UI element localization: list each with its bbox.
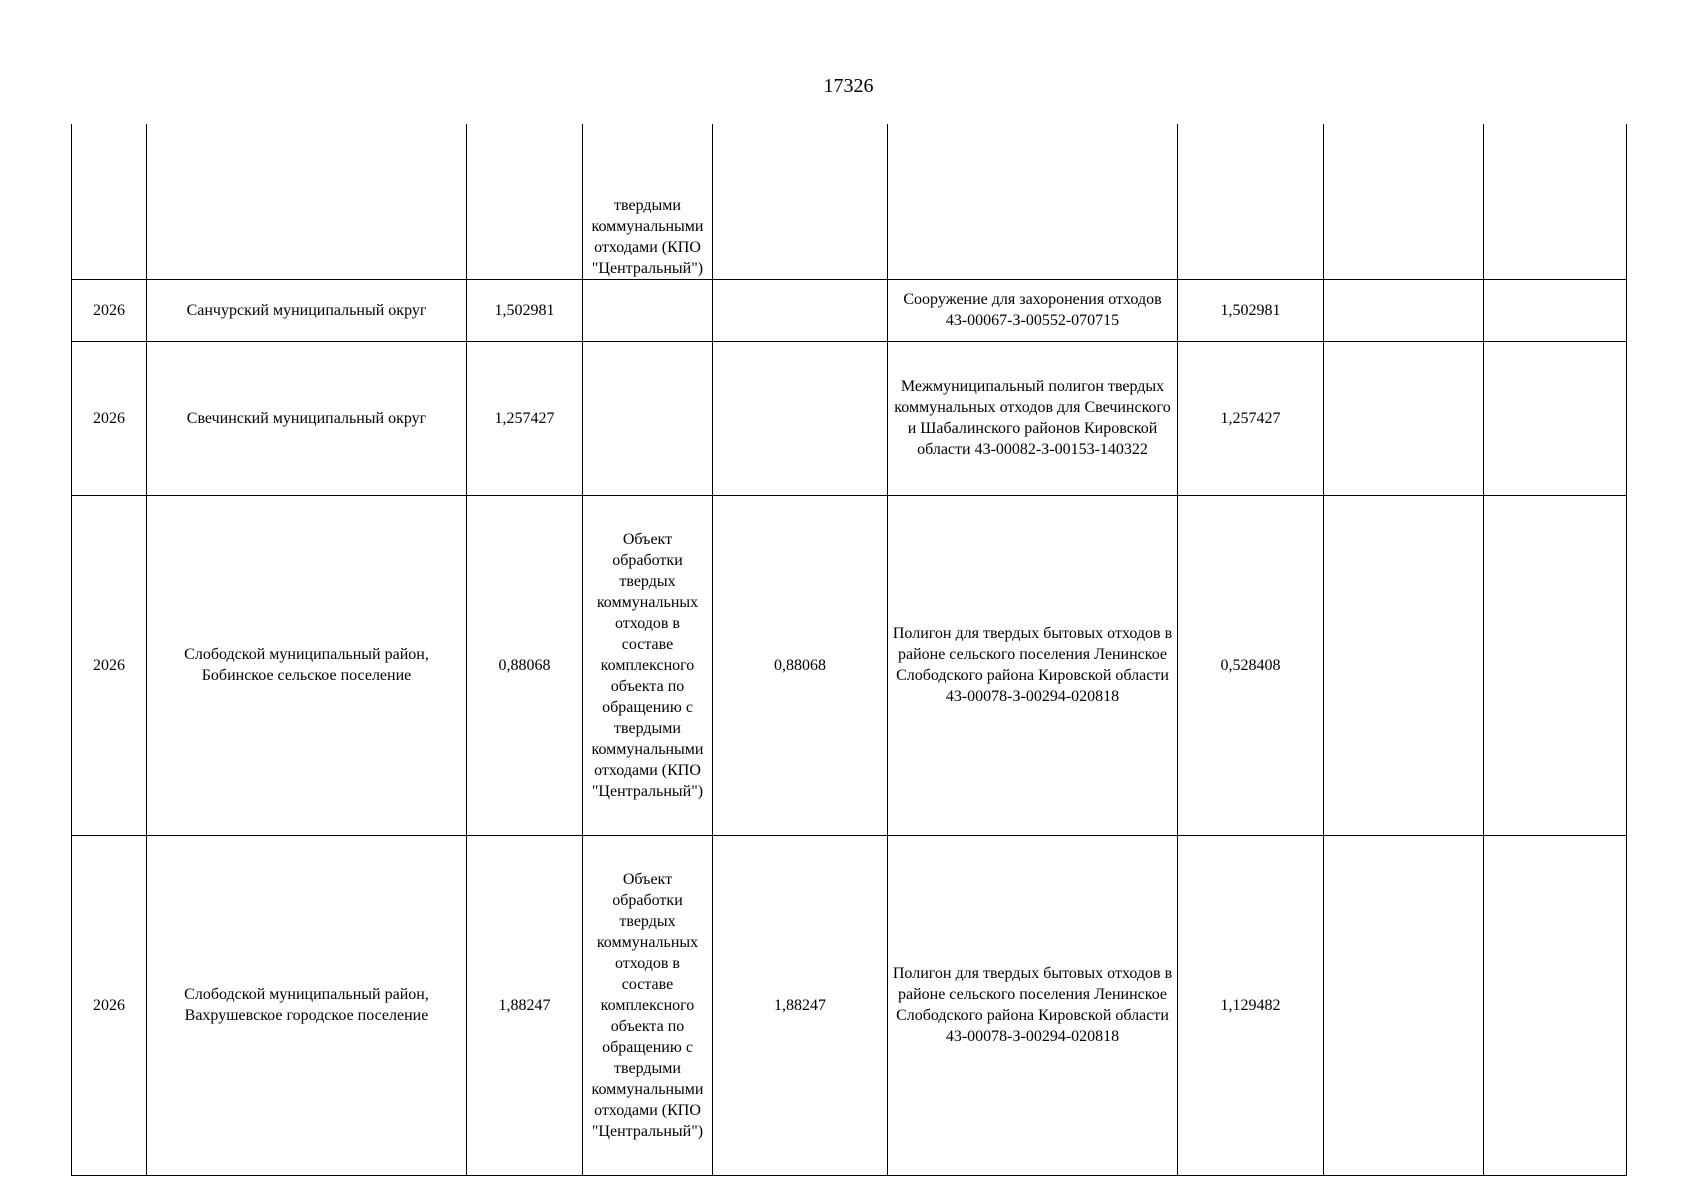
processing-volume-cell: 1,88247 [713,835,888,1175]
empty-cell [1324,495,1484,835]
processing-object-text: твердыми коммунальными отходами (КПО "Центральный") [591,196,704,277]
processing-object-cell [583,835,713,1175]
empty-cell [1324,279,1484,341]
table-row [72,124,1627,279]
table-row [72,495,1627,835]
processing-object-cell [583,341,713,495]
empty-cell [1484,124,1627,279]
disposal-volume-cell: 1,257427 [1178,341,1324,495]
volume-cell: 1,257427 [467,341,583,495]
empty-cell [1484,341,1627,495]
year-cell: 2026 [72,495,147,835]
waste-flow-table [71,124,1627,1176]
empty-cell [1324,124,1484,279]
processing-volume-cell: 0,88068 [713,495,888,835]
empty-cell [1324,341,1484,495]
volume-cell [467,124,583,279]
year-cell: 2026 [72,835,147,1175]
empty-cell [1324,835,1484,1175]
processing-volume-cell [713,279,888,341]
empty-cell [1484,495,1627,835]
processing-object-cell [583,495,713,835]
disposal-object-cell: Межмуниципальный полигон твердых коммунальных отходов для Свечинского и Шабалинского районов Кировской области 43-00082-З-00153-140322 [888,341,1178,495]
disposal-volume-cell [1178,124,1324,279]
volume-cell: 0,88068 [467,495,583,835]
processing-volume-cell [713,124,888,279]
processing-object-text: Объект обработки твердых коммунальных отходов в составе комплексного объекта по обращению с твердыми коммунальными отходами (КПО "Центральный") [591,870,704,1140]
table-row [72,835,1627,1175]
disposal-object-cell [888,124,1178,279]
municipality-cell: Слободской муниципальный район, Вахрушевское городское поселение [147,835,467,1175]
year-cell [72,124,147,279]
disposal-object-cell: Полигон для твердых бытовых отходов в районе сельского поселения Ленинское Слободского района Кировской области 43-00078-З-00294-020818 [888,495,1178,835]
table-row [72,279,1627,341]
disposal-volume-cell: 0,528408 [1178,495,1324,835]
municipality-cell: Санчурский муниципальный округ [147,279,467,341]
year-cell: 2026 [72,279,147,341]
municipality-cell [147,124,467,279]
disposal-object-cell: Сооружение для захоронения отходов 43-00067-З-00552-070715 [888,279,1178,341]
volume-cell: 1,502981 [467,279,583,341]
municipality-cell: Свечинский муниципальный округ [147,341,467,495]
processing-volume-cell [713,341,888,495]
year-cell: 2026 [72,341,147,495]
volume-cell: 1,88247 [467,835,583,1175]
page-number: 17326 [823,75,874,97]
disposal-volume-cell: 1,502981 [1178,279,1324,341]
disposal-object-cell: Полигон для твердых бытовых отходов в районе сельского поселения Ленинское Слободского района Кировской области 43-00078-З-00294-020818 [888,835,1178,1175]
empty-cell [1484,835,1627,1175]
processing-object-text: Объект обработки твердых коммунальных отходов в составе комплексного объекта по обращению с твердыми коммунальными отходами (КПО "Центральный") [591,530,704,800]
table-row [72,341,1627,495]
processing-object-cell [583,124,713,279]
disposal-volume-cell: 1,129482 [1178,835,1324,1175]
municipality-cell: Слободской муниципальный район, Бобинское сельское поселение [147,495,467,835]
processing-object-cell [583,279,713,341]
empty-cell [1484,279,1627,341]
